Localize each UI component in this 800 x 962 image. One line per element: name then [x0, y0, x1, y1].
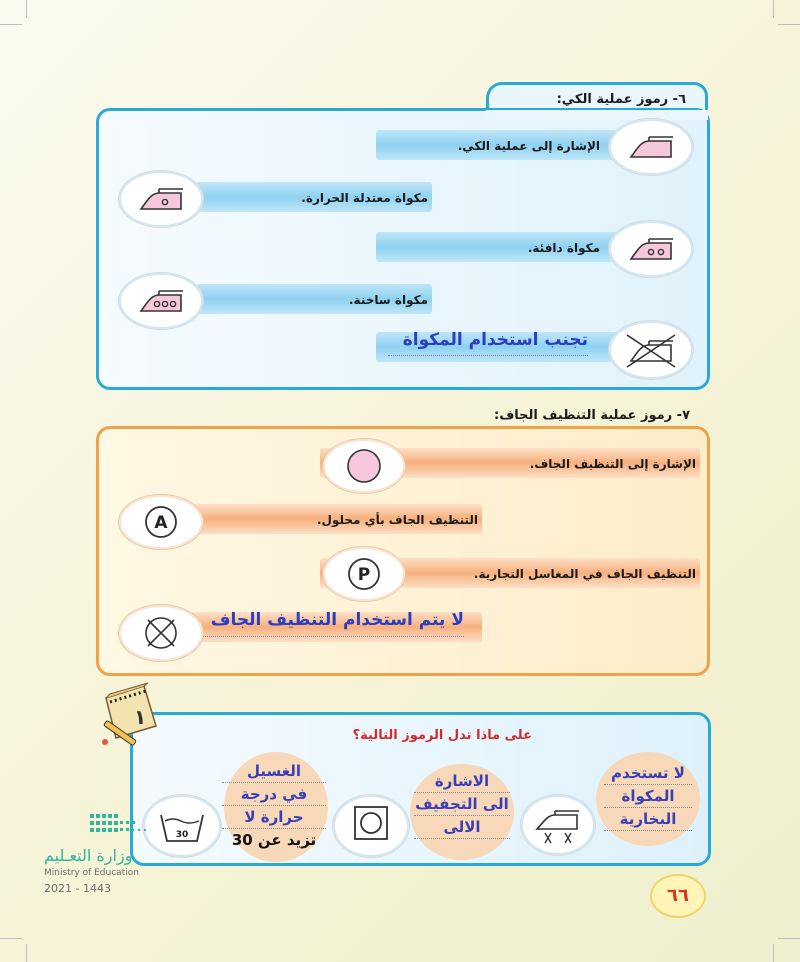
wash-30-label: 30: [175, 830, 189, 840]
section7-title: ٧- رموز عملية التنظيف الجاف:: [494, 408, 690, 423]
crop-mark: [773, 944, 774, 962]
activity-number: ١: [134, 705, 147, 729]
iron-one-dot-icon: [118, 170, 204, 228]
crop-mark: [773, 0, 774, 18]
section7-row1-text: الإشارة إلى التنظيف الجاف.: [529, 457, 696, 471]
circle-p-letter: P: [357, 565, 371, 585]
ministry-year: 2021 - 1443: [44, 882, 111, 895]
section6-row2-text: مكواة معتدلة الحرارة.: [301, 191, 428, 205]
notebook-pencil-icon: [96, 680, 160, 750]
answer-1-line: لا تستخدم: [604, 762, 692, 785]
section6-row3-text: مكواة دافئة.: [527, 241, 600, 255]
section7-row3-text: التنظيف الجاف في المغاسل التجارية.: [473, 567, 696, 581]
crop-mark: [26, 0, 27, 18]
iron-icon: [608, 118, 694, 176]
answer-1-line: المكواة: [604, 785, 692, 808]
circle-a-letter: A: [154, 513, 168, 533]
iron-two-dots-icon: [608, 220, 694, 278]
iron-three-dots-icon: [118, 272, 204, 330]
answer-3-line: تزيد عن 30: [231, 831, 317, 849]
answer-2-line: الالى: [414, 816, 510, 839]
section6-row4-text: مكواة ساخنة.: [349, 293, 428, 307]
answer-line: [388, 355, 588, 356]
circle-a-icon: [118, 494, 204, 550]
section6-row1-text: الإشارة إلى عملية الكي.: [457, 139, 600, 153]
answer-2: [414, 770, 510, 839]
crop-mark: [26, 944, 27, 962]
ministry-logo-icon: [88, 812, 158, 842]
steam-iron-crossed-icon: [520, 794, 596, 856]
circle-icon: [322, 438, 406, 494]
answer-2-line: الاشارة: [414, 770, 510, 793]
section6-row5-answer: تجنب استخدام المكواة: [402, 330, 588, 350]
section7-row4-answer: لا يتم استخدام التنظيف الجاف: [210, 610, 464, 630]
crop-mark: [0, 938, 22, 939]
answer-3: [222, 760, 326, 851]
crop-mark: [778, 938, 800, 939]
circle-crossed-icon: [118, 604, 204, 662]
ministry-name-ar: وزارة التعـليم: [44, 846, 133, 865]
section7-row2-text: التنظيف الجاف بأي محلول.: [316, 513, 478, 527]
answer-2-line: الى التجفيف: [414, 793, 510, 816]
crop-mark: [778, 24, 800, 25]
page-number: ٦٦: [650, 874, 706, 918]
section6-title: ٦- رموز عملية الكي:: [556, 92, 686, 107]
activity-question: على ماذا تدل الرموز التالية؟: [352, 728, 532, 743]
answer-1: [604, 762, 692, 831]
iron-crossed-icon: [608, 320, 694, 380]
ministry-name-en: Ministry of Education: [44, 868, 139, 878]
tumble-dry-icon: [332, 794, 410, 858]
answer-3-line: الغسيل: [222, 760, 326, 783]
answer-1-line: البخارية: [604, 808, 692, 831]
answer-line: [202, 636, 464, 637]
crop-mark: [0, 24, 22, 25]
circle-p-icon: [322, 546, 406, 602]
answer-3-line: في درجة: [222, 783, 326, 806]
answer-3-line: حرارة لا: [222, 806, 326, 829]
